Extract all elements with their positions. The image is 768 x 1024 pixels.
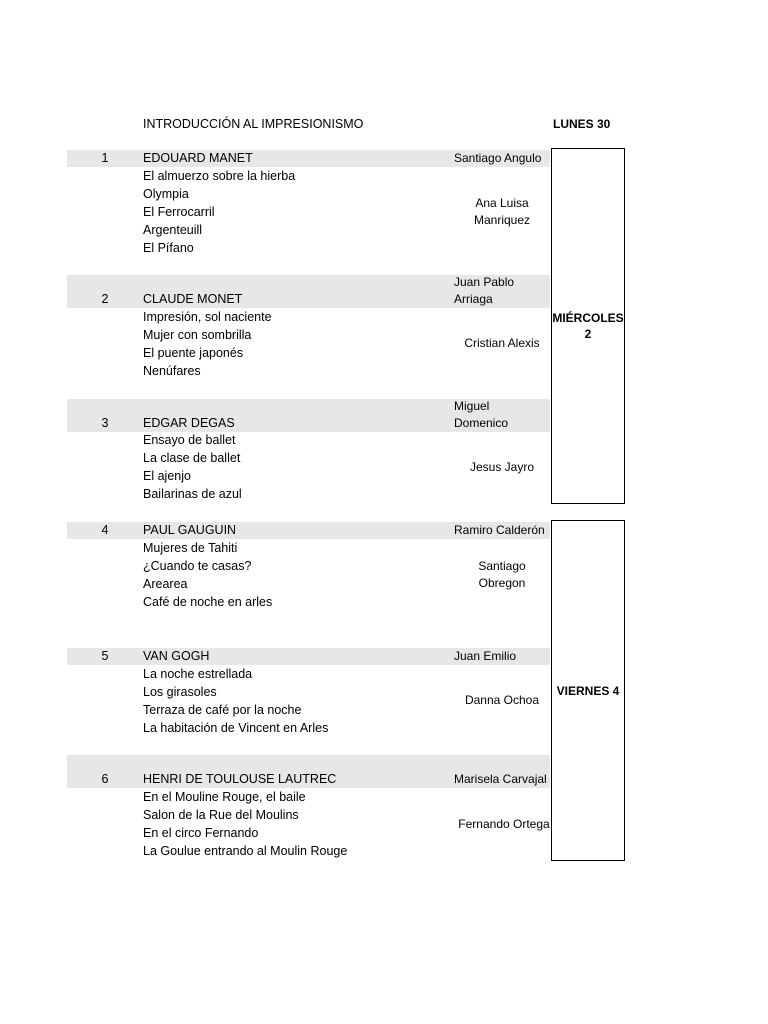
work-item: Café de noche en arles	[143, 595, 273, 609]
second-presenter: Jesus Jayro	[469, 460, 535, 474]
second-presenter: Cristian Alexis	[464, 336, 540, 350]
work-item: Impresión, sol naciente	[143, 310, 272, 324]
artist-name: EDOUARD MANET	[143, 151, 253, 165]
work-item: El puente japonés	[143, 346, 244, 360]
work-item: Argenteuill	[143, 223, 203, 237]
artist-number: 2	[101, 292, 109, 306]
presenter: Juan Pablo Arriaga	[454, 275, 515, 306]
artist-number: 1	[101, 151, 109, 165]
work-item: La habitación de Vincent en Arles	[143, 721, 329, 735]
work-item: La noche estrellada	[143, 667, 253, 681]
work-item: En el Mouline Rouge, el baile	[143, 790, 306, 804]
day-box-viernes	[551, 520, 625, 861]
second-presenter: Fernando Ortega	[458, 817, 550, 831]
work-item: Bailarinas de azul	[143, 487, 242, 501]
work-item: Salon de la Rue del Moulins	[143, 808, 299, 822]
artist-number: 5	[101, 649, 109, 663]
work-item: Ensayo de ballet	[143, 433, 236, 447]
work-item: Mujer con sombrilla	[143, 328, 252, 342]
work-item: El Ferrocarril	[143, 205, 215, 219]
header-day: LUNES 30	[553, 117, 611, 131]
second-presenter: Danna Ochoa	[464, 693, 540, 707]
second-presenter: Santiago Obregon	[478, 559, 526, 590]
artist-name: VAN GOGH	[143, 649, 210, 663]
day-label-miercoles: MIÉRCOLES 2	[552, 311, 624, 341]
artist-name: EDGAR DEGAS	[143, 416, 235, 430]
presenter: Miguel Domenico	[454, 399, 509, 430]
artist-name: PAUL GAUGUIN	[143, 523, 237, 537]
work-item: Arearea	[143, 577, 188, 591]
second-presenter: Ana Luisa Manriquez	[473, 196, 531, 227]
work-item: El ajenjo	[143, 469, 191, 483]
artist-name: HENRI DE TOULOUSE LAUTREC	[143, 772, 337, 786]
work-item: En el circo Fernando	[143, 826, 259, 840]
work-item: El almuerzo sobre la hierba	[143, 169, 296, 183]
artist-number: 4	[101, 523, 109, 537]
work-item: La Goulue entrando al Moulin Rouge	[143, 844, 348, 858]
work-item: La clase de ballet	[143, 451, 241, 465]
presenter: Juan Emilio	[454, 649, 517, 663]
work-item: Olympia	[143, 187, 189, 201]
work-item: Nenúfares	[143, 364, 201, 378]
work-item: Terraza de café por la noche	[143, 703, 302, 717]
work-item: El Pífano	[143, 241, 194, 255]
day-box-miercoles	[551, 148, 625, 504]
day-label-viernes: VIERNES 4	[556, 684, 620, 698]
work-item: Los girasoles	[143, 685, 217, 699]
presenter: Santiago Angulo	[454, 151, 542, 165]
work-item: Mujeres de Tahiti	[143, 541, 238, 555]
presenter: Marisela Carvajal	[454, 772, 547, 786]
artist-number: 6	[101, 772, 109, 786]
page-title: INTRODUCCIÓN AL IMPRESIONISMO	[143, 117, 364, 131]
work-item: ¿Cuando te casas?	[143, 559, 252, 573]
artist-number: 3	[101, 416, 109, 430]
artist-name: CLAUDE MONET	[143, 292, 243, 306]
presenter: Ramiro Calderón	[454, 523, 545, 537]
